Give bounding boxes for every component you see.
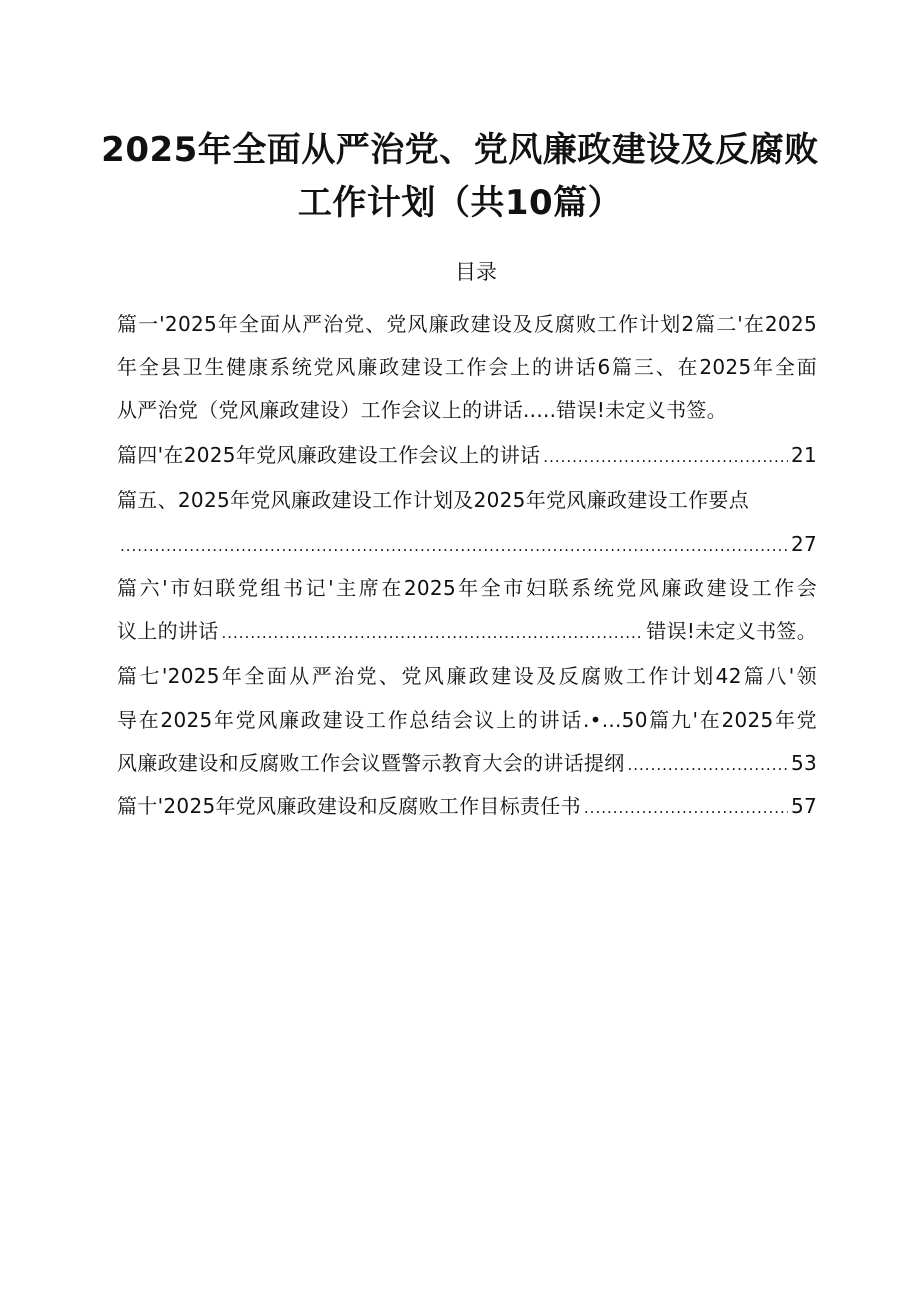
toc-entry-5-leader[interactable] [117, 529, 817, 561]
document-title [60, 124, 860, 230]
dot-leader [222, 618, 644, 648]
dot-leader [120, 531, 788, 561]
toc-entry-7-line-1[interactable]: 篇七'2025年全面从严治党、党风廉政建设及反腐败工作计划42篇八'领 [117, 664, 817, 688]
dot-leader [628, 750, 788, 780]
toc-entry-4-text: 篇四'在2025年党风廉政建设工作会议上的讲话 [117, 443, 541, 467]
toc-entry-6-page: 错误!未定义书签。 [646, 619, 817, 643]
toc-entry-9-line-2[interactable] [117, 748, 817, 780]
toc-entry-10-text: 篇十'2025年党风廉政建设和反腐败工作目标责任书 [117, 794, 581, 818]
toc-entry-10-page: 57 [790, 794, 817, 818]
toc-heading: 目录 [455, 260, 497, 284]
toc-line-2[interactable]: 年全县卫生健康系统党风廉政建设工作会上的讲话6篇三、在2025年全面 [117, 355, 817, 379]
toc-entry-4-page: 21 [790, 443, 817, 467]
dot-leader [543, 442, 788, 472]
dot-leader [584, 793, 788, 823]
toc-entry-7-line-2[interactable]: 导在2025年党风廉政建设工作总结会议上的讲话.•...50篇九'在2025年党 [117, 708, 817, 732]
toc-entry-9-text: 风廉政建设和反腐败工作会议暨警示教育大会的讲话提纲 [117, 751, 625, 775]
toc-entry-6-line-1[interactable]: 篇六'市妇联党组书记'主席在2025年全市妇联系统党风廉政建设工作会 [117, 576, 817, 600]
toc-entry-9-page: 53 [790, 751, 817, 775]
toc-entry-6-text: 议上的讲话 [117, 619, 219, 643]
title-line-1: 2025年全面从严治党、党风廉政建设及反腐败 [101, 130, 819, 170]
title-line-2: 工作计划（共10篇） [297, 183, 623, 223]
toc-entry-4[interactable] [117, 440, 817, 472]
toc-entry-5-page: 27 [790, 532, 817, 556]
toc-entry-6-line-2[interactable] [117, 616, 817, 648]
toc-entry-5-text[interactable]: 篇五、2025年党风廉政建设工作计划及2025年党风廉政建设工作要点 [117, 488, 749, 512]
toc-entry-10[interactable] [117, 791, 817, 823]
toc-line-3[interactable]: 从严治党（党风廉政建设）工作会议上的讲话.....错误!未定义书签。 [117, 398, 728, 422]
toc-line-1[interactable]: 篇一'2025年全面从严治党、党风廉政建设及反腐败工作计划2篇二'在2025 [117, 312, 817, 336]
